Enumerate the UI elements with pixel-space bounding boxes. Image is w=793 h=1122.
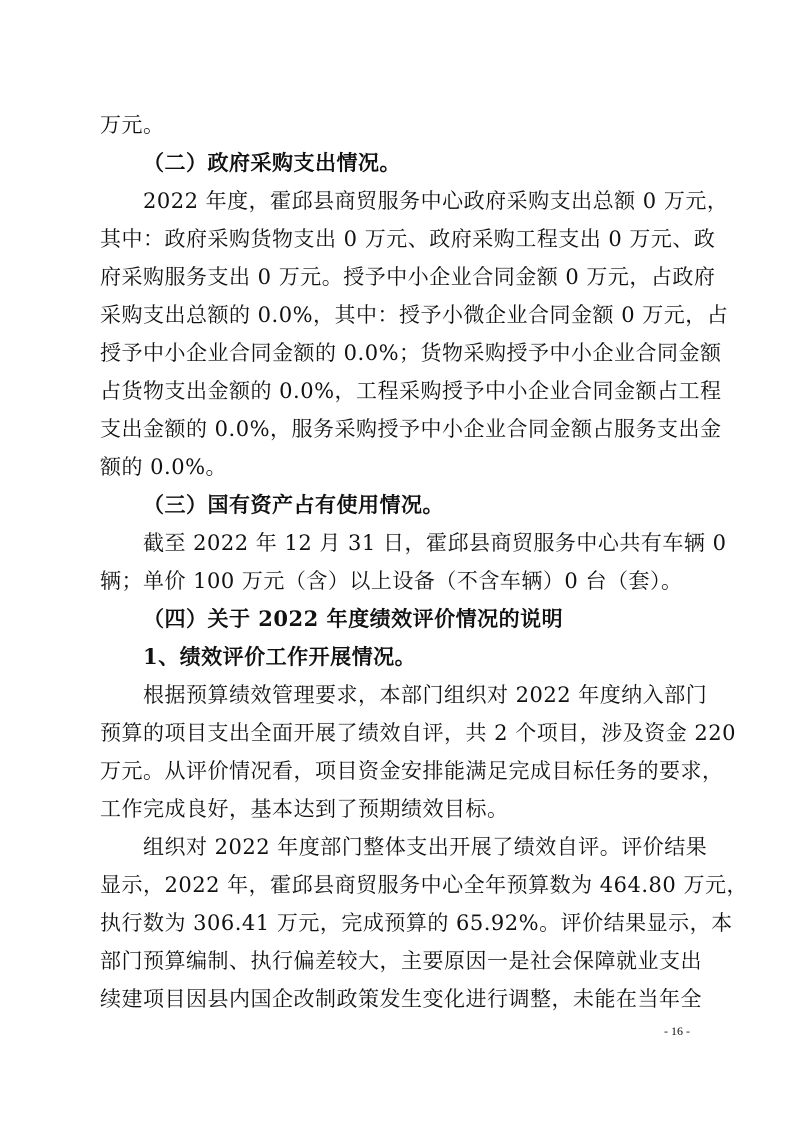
text-line: 授予中小企业合同金额的 0.0%；货物采购授予中小企业合同金额 [100,341,722,365]
section-heading-4: （四）关于 2022 年度绩效评价情况的说明 [143,606,564,631]
subsection-heading-1: 1、绩效评价工作开展情况。 [143,644,417,669]
text-line: 府采购服务支出 0 万元。授予中小企业合同金额 0 万元，占政府 [100,265,716,289]
text-line: 执行数为 306.41 万元，完成预算的 65.92%。评价结果显示，本 [100,911,733,935]
text-line: 续建项目因县内国企改制政策发生变化进行调整，未能在当年全 [100,987,702,1011]
section-heading-2: （二）政府采购支出情况。 [143,150,401,175]
section-heading-3: （三）国有资产占有使用情况。 [143,492,444,517]
text-line: 工作完成良好，基本达到了预期绩效目标。 [100,797,509,821]
text-line: 支出金额的 0.0%，服务采购授予中小企业合同金额占服务支出金 [100,417,722,441]
text-line: 部门预算编制、执行偏差较大，主要原因一是社会保障就业支出 [100,949,702,973]
text-line: 其中：政府采购货物支出 0 万元、政府采购工程支出 0 万元、政 [100,227,716,251]
text-line: 额的 0.0%。 [100,455,228,479]
text-line: 采购支出总额的 0.0%，其中：授予小微企业合同金额 0 万元，占 [100,303,729,327]
text-line: 2022 年度，霍邱县商贸服务中心政府采购支出总额 0 万元， [143,189,729,213]
text-line: 占货物支出金额的 0.0%，工程采购授予中小企业合同金额占工程 [100,379,722,403]
text-line: 显示，2022 年，霍邱县商贸服务中心全年预算数为 464.80 万元， [100,873,748,897]
text-line: 预算的项目支出全面开展了绩效自评，共 2 个项目，涉及资金 220 [100,721,736,745]
text-line: 万元。 [100,113,165,137]
text-line: 组织对 2022 年度部门整体支出开展了绩效自评。评价结果 [143,835,708,859]
text-line: 截至 2022 年 12 月 31 日，霍邱县商贸服务中心共有车辆 0 [143,531,727,555]
text-line: 根据预算绩效管理要求，本部门组织对 2022 年度纳入部门 [143,683,708,707]
text-line: 万元。从评价情况看，项目资金安排能满足完成目标任务的要求， [100,759,724,783]
page-number: - 16 - [664,1024,690,1038]
text-line: 辆；单价 100 万元（含）以上设备（不含车辆）0 台（套）。 [100,569,683,593]
